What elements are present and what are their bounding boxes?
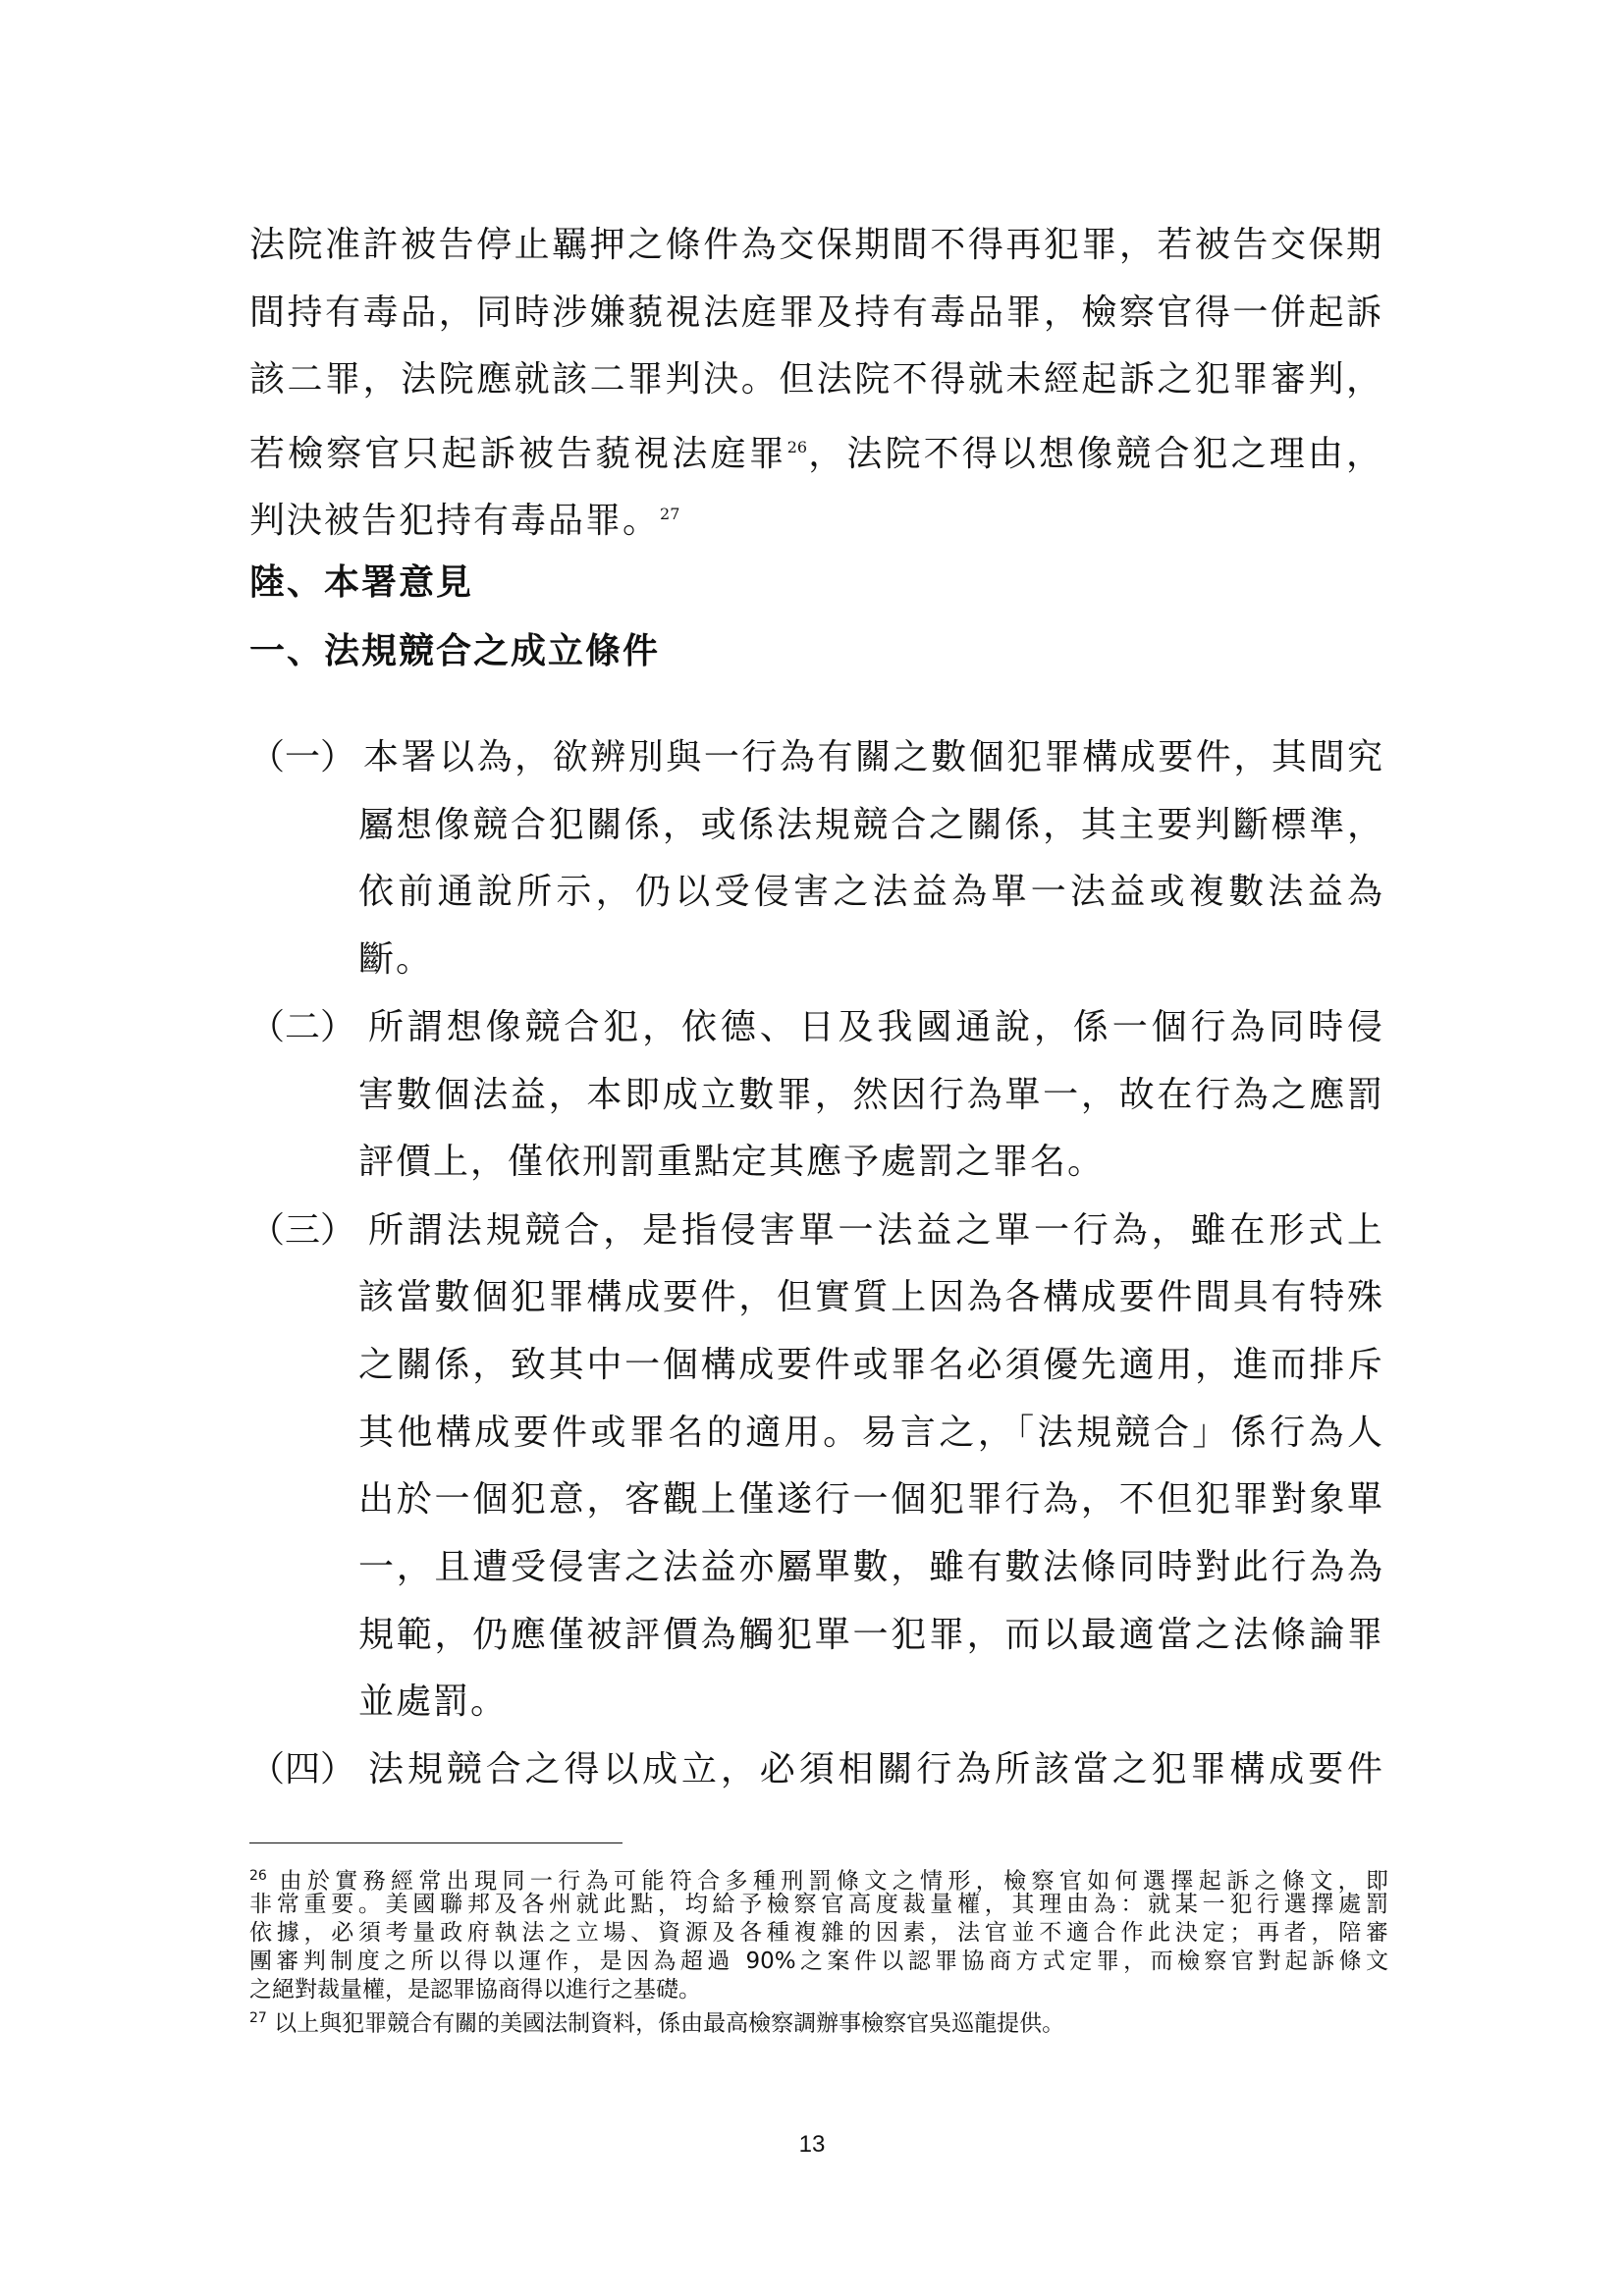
item-line: 斷。 (358, 939, 434, 980)
footnote-line: 非常重要。美國聯邦及各州就此點，均給予檢察官高度裁量權，其理由為：就某一犯行選擇處罰 (249, 1892, 1388, 1917)
text-segment: ，法院不得以想像競合犯之理由， (807, 434, 1383, 474)
footnote-ref-27[interactable]: 27 (660, 505, 680, 523)
item-label-1: （一） (249, 737, 356, 777)
text-segment: 若檢察官只起訴被告藐視法庭罪 (249, 434, 787, 474)
item-line: 所謂法規競合，是指侵害單一法益之單一行為，雖在形式上 (368, 1210, 1384, 1251)
body-line: 該二罪，法院應就該二罪判決。但法院不得就未經起訴之犯罪審判， (249, 359, 1383, 400)
body-line-with-footnote (249, 491, 679, 545)
footnote-separator (249, 1842, 623, 1843)
item-line: 法規競合之得以成立，必須相關行為所該當之犯罪構成要件 (368, 1749, 1384, 1789)
item-line: 並處罰。 (358, 1682, 509, 1722)
footnote-line: 團審判制度之所以得以運作，是因為超過 90%之案件以認罪協商方式定罪，而檢察官對起訴條文 (249, 1949, 1388, 1974)
body-line: 法院准許被告停止羈押之條件為交保期間不得再犯罪，若被告交保期 (249, 225, 1383, 265)
body-line-with-footnote (249, 424, 1383, 478)
footnote-text: 以上與犯罪競合有關的美國法制資料，係由最高檢察調辦事檢察官吳巡龍提供。 (274, 2010, 1065, 2037)
item-line: 之關係，致其中一個構成要件或罪名必須優先適用，進而排斥 (358, 1345, 1384, 1385)
item-line: 依前通說所示，仍以受侵害之法益為單一法益或複數法益為 (358, 872, 1384, 912)
footnote-text: 由於實務經常出現同一行為可能符合多種刑罰條文之情形，檢察官如何選擇起訴之條文，即 (279, 1868, 1389, 1895)
footnote-number: 26 (249, 1868, 267, 1884)
item-line: 屬想像競合犯關係，或係法規競合之關係，其主要判斷標準， (358, 805, 1384, 845)
item-line: 本署以為，欲辨別與一行為有關之數個犯罪構成要件，其間究 (363, 737, 1384, 777)
footnote-27 (249, 2004, 1388, 2039)
footnote-line: 之絕對裁量權，是認罪協商得以進行之基礎。 (249, 1977, 701, 2002)
page-number: 13 (798, 2131, 826, 2158)
subsection-heading: 一、法規競合之成立條件 (249, 631, 661, 671)
text-segment: 判決被告犯持有毒品罪。 (249, 501, 661, 541)
item-line: 規範，仍應僅被評價為觸犯單一犯罪，而以最適當之法條論罪 (358, 1615, 1384, 1655)
body-line: 間持有毒品，同時涉嫌藐視法庭罪及持有毒品罪，檢察官得一併起訴 (249, 293, 1383, 333)
footnote-ref-26[interactable]: 26 (786, 438, 808, 456)
item-label-2: （二） (249, 1007, 356, 1047)
item-line: 出於一個犯意，客觀上僅遂行一個犯罪行為，不但犯罪對象單 (358, 1479, 1384, 1520)
item-line: 評價上，僅依刑罰重點定其應予處罰之罪名。 (358, 1142, 1106, 1182)
item-line: 其他構成要件或罪名的適用。易言之，「法規競合」係行為人 (358, 1413, 1384, 1453)
item-label-3: （三） (249, 1210, 356, 1251)
section-heading: 陸、本署意見 (249, 562, 474, 603)
item-line: 該當數個犯罪構成要件，但實質上因為各構成要件間具有特殊 (358, 1277, 1384, 1317)
item-line: 一，且遭受侵害之法益亦屬單數，雖有數法條同時對此行為為 (358, 1547, 1384, 1587)
item-line: 所謂想像競合犯，依德、日及我國通說，係一個行為同時侵 (368, 1007, 1384, 1047)
item-line: 害數個法益，本即成立數罪，然因行為單一，故在行為之應罰 (358, 1075, 1384, 1115)
item-label-4: （四） (249, 1749, 356, 1789)
footnote-line: 依據，必須考量政府執法之立場、資源及各種複雜的因素，法官並不適合作此決定；再者，陪審 (249, 1920, 1388, 1946)
footnote-number: 27 (249, 2010, 267, 2026)
